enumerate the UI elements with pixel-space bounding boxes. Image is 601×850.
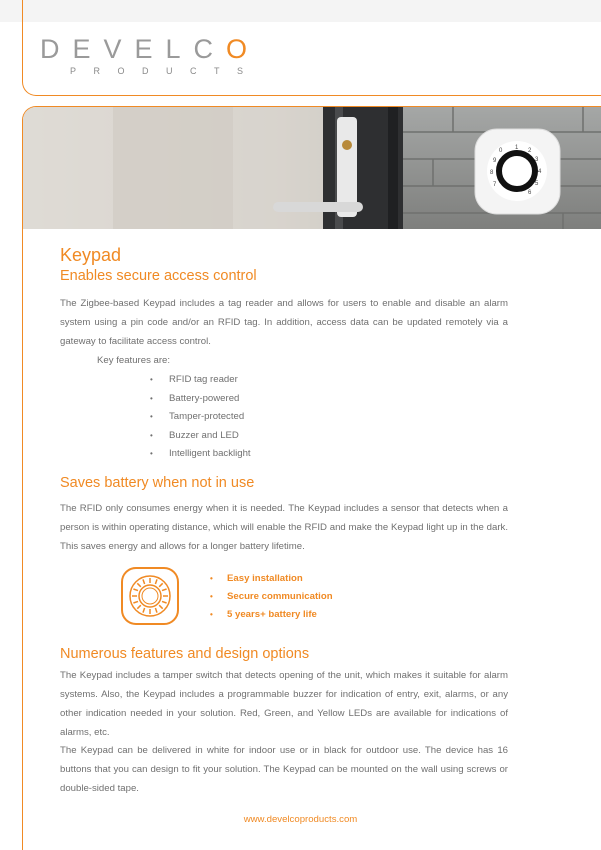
key-features-label: Key features are: xyxy=(97,355,171,366)
list-item: • RFID tag reader xyxy=(150,371,251,390)
list-item: • Buzzer and LED xyxy=(150,427,251,446)
keypad-outline-icon xyxy=(120,566,180,626)
list-item: • Battery-powered xyxy=(150,390,251,409)
battery-paragraph: The RFID only consumes energy when it is needed. The Keypad includes a sensor that detects when a person is within operating distance, which will enable the RFID and make the Keypad light up in the dark. This saves energy and allows for a longer battery lifetime. xyxy=(60,503,508,552)
svg-text:1: 1 xyxy=(515,145,519,151)
keypad-product-photo-icon xyxy=(23,107,601,229)
key-features-list xyxy=(150,371,251,464)
svg-text:9: 9 xyxy=(493,158,497,164)
list-item: • 5 years+ battery life xyxy=(210,606,333,624)
battery-highlights-list xyxy=(210,570,333,624)
logo-subtitle: PRODUCTS xyxy=(70,66,261,76)
list-item: • Tamper-protected xyxy=(150,408,251,427)
list-item: • Secure communication xyxy=(210,588,333,606)
svg-text:3: 3 xyxy=(535,157,539,163)
svg-text:7: 7 xyxy=(493,182,497,188)
logo-accent-letter: O xyxy=(226,34,261,64)
footer-website-link[interactable]: www.develcoproducts.com xyxy=(243,814,358,825)
svg-text:4: 4 xyxy=(538,169,542,175)
svg-text:8: 8 xyxy=(490,170,494,176)
svg-text:5: 5 xyxy=(535,181,539,187)
hero-image xyxy=(23,107,601,229)
features-heading: Numerous features and design options xyxy=(60,646,310,662)
page-subtitle: Enables secure access control xyxy=(60,268,257,284)
svg-text:2: 2 xyxy=(528,148,532,154)
intro-paragraph: The Zigbee-based Keypad includes a tag reader and allows for users to enable and disable an alarm system using a pin code and/or an RFID tag. In addition, access data can be updated remotely via a gateway to facilitate access control. xyxy=(60,298,508,347)
features-paragraph-2: The Keypad can be delivered in white for indoor use or in black for outdoor use. The device has 16 buttons that you can design to fit your solution. The Keypad can be mounted on the wall using screws or double-sided tape. xyxy=(60,745,508,794)
company-logo xyxy=(40,34,260,65)
page-title: Keypad xyxy=(60,245,122,265)
features-paragraph-1: The Keypad includes a tamper switch that detects opening of the unit, which makes it suitable for alarm systems. Also, the Keypad includes a programmable buzzer for indication of entry, exit, alarms, or any other indication needed in your solution. Red, Green, and Yellow LEDs are available for indications of alarms, etc. xyxy=(60,670,508,738)
list-item: • Intelligent backlight xyxy=(150,445,251,464)
svg-text:0: 0 xyxy=(499,148,503,154)
battery-heading: Saves battery when not in use xyxy=(60,475,255,491)
list-item: • Easy installation xyxy=(210,570,333,588)
svg-text:6: 6 xyxy=(528,190,532,196)
logo-main-text: DEVELC xyxy=(40,34,227,64)
